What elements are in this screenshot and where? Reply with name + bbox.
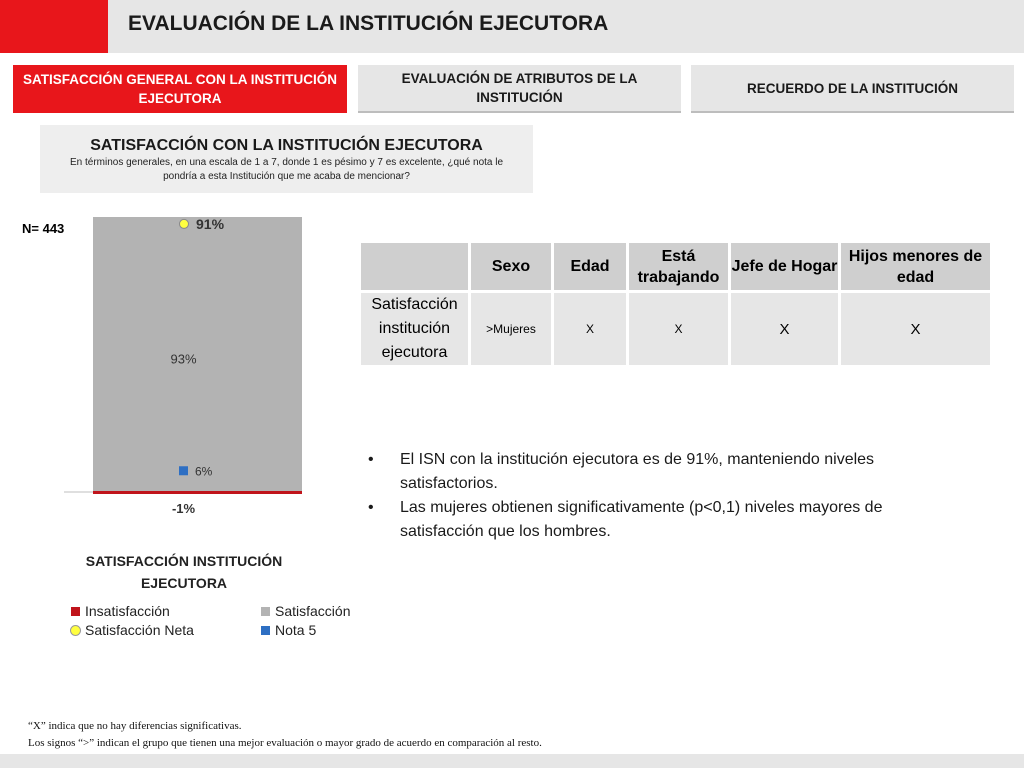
footer-bar	[0, 754, 1024, 768]
tab-satisfaccion-general[interactable]: SATISFACCIÓN GENERAL CON LA INSTITUCIÓN EJECUTORA	[13, 65, 347, 113]
footnote-x: “X” indica que no hay diferencias significativas.	[28, 720, 242, 732]
table-cell-hijos: X	[841, 293, 990, 365]
list-item	[368, 496, 968, 544]
footnote-signs: Los signos “>” indican el grupo que tienen una mejor evaluación o mayor grado de acuerdo en comparación al resto.	[28, 737, 542, 749]
table-header-jefe-hogar: Jefe de Hogar	[731, 243, 838, 290]
label-satisfaccion-neta: 91%	[196, 215, 225, 232]
findings-list	[368, 448, 968, 544]
footnotes	[28, 718, 542, 752]
label-satisfaccion: 93%	[170, 351, 197, 367]
table-row	[361, 293, 990, 365]
significance-table	[358, 240, 993, 368]
marker-nota-5	[179, 466, 188, 475]
legend-swatch-satisfaccion	[261, 607, 270, 616]
legend-item-satisfaccion	[261, 603, 350, 619]
bar-insatisfaccion	[93, 491, 302, 494]
question-box	[40, 125, 533, 193]
question-text: En términos generales, en una escala de 1 a 7, donde 1 es pésimo y 7 es excelente, ¿qué nota le pondría a esta Institución que me acaba de mencionar?	[69, 157, 504, 182]
table-header-trabajando: Está trabajando	[629, 243, 728, 290]
table-cell-trabajando: X	[629, 293, 728, 365]
table-header-hijos: Hijos menores de edad	[841, 243, 990, 290]
bar-satisfaccion	[93, 217, 302, 492]
bullet-text: Las mujeres obtienen significativamente (p<0,1) niveles mayores de satisfacción que los hombres.	[400, 499, 883, 540]
bullet-text: El ISN con la institución ejecutora es de 91%, manteniendo niveles satisfactorios.	[400, 451, 875, 492]
table-header-edad: Edad	[554, 243, 626, 290]
bullet-marker: •	[368, 451, 374, 468]
question-title: SATISFACCIÓN CON LA INSTITUCIÓN EJECUTORA	[90, 137, 483, 154]
table-header-row	[361, 243, 990, 290]
table-cell-sexo: >Mujeres	[471, 293, 551, 365]
legend-label-insatisfaccion: Insatisfacción	[85, 603, 170, 619]
table-header-sexo: Sexo	[471, 243, 551, 290]
page-title: EVALUACIÓN DE LA INSTITUCIÓN EJECUTORA	[128, 12, 609, 35]
chart-legend-title: SATISFACCIÓN INSTITUCIÓN EJECUTORA	[85, 553, 283, 591]
table-cell-jefe-hogar: X	[731, 293, 838, 365]
table-row-label: Satisfacción institución ejecutora	[361, 293, 468, 365]
label-insatisfaccion: -1%	[171, 501, 196, 516]
satisfaction-chart	[0, 195, 340, 535]
legend-item-satisfaccion-neta	[70, 622, 194, 638]
table-header-empty	[361, 243, 468, 290]
legend-label-nota-5: Nota 5	[275, 622, 317, 638]
legend-swatch-nota-5	[261, 626, 270, 635]
tab-evaluacion-atributos[interactable]: EVALUACIÓN DE ATRIBUTOS DE LA INSTITUCIÓN	[358, 65, 681, 113]
list-item	[368, 448, 968, 496]
legend-label-satisfaccion-neta: Satisfacción Neta	[85, 622, 194, 638]
legend-label-satisfaccion: Satisfacción	[275, 603, 351, 619]
legend-item-nota-5	[261, 622, 316, 638]
marker-satisfaccion-neta	[180, 219, 189, 228]
sample-size-label: N= 443	[22, 221, 65, 236]
header-accent-block	[0, 0, 108, 53]
legend-item-insatisfaccion	[71, 603, 170, 619]
legend-swatch-insatisfaccion	[71, 607, 80, 616]
table-cell-edad: X	[554, 293, 626, 365]
label-nota-5: 6%	[195, 464, 213, 479]
legend-swatch-satisfaccion-neta	[70, 625, 81, 636]
bullet-marker: •	[368, 499, 374, 516]
tab-recuerdo-institucion[interactable]: RECUERDO DE LA INSTITUCIÓN	[691, 65, 1014, 113]
